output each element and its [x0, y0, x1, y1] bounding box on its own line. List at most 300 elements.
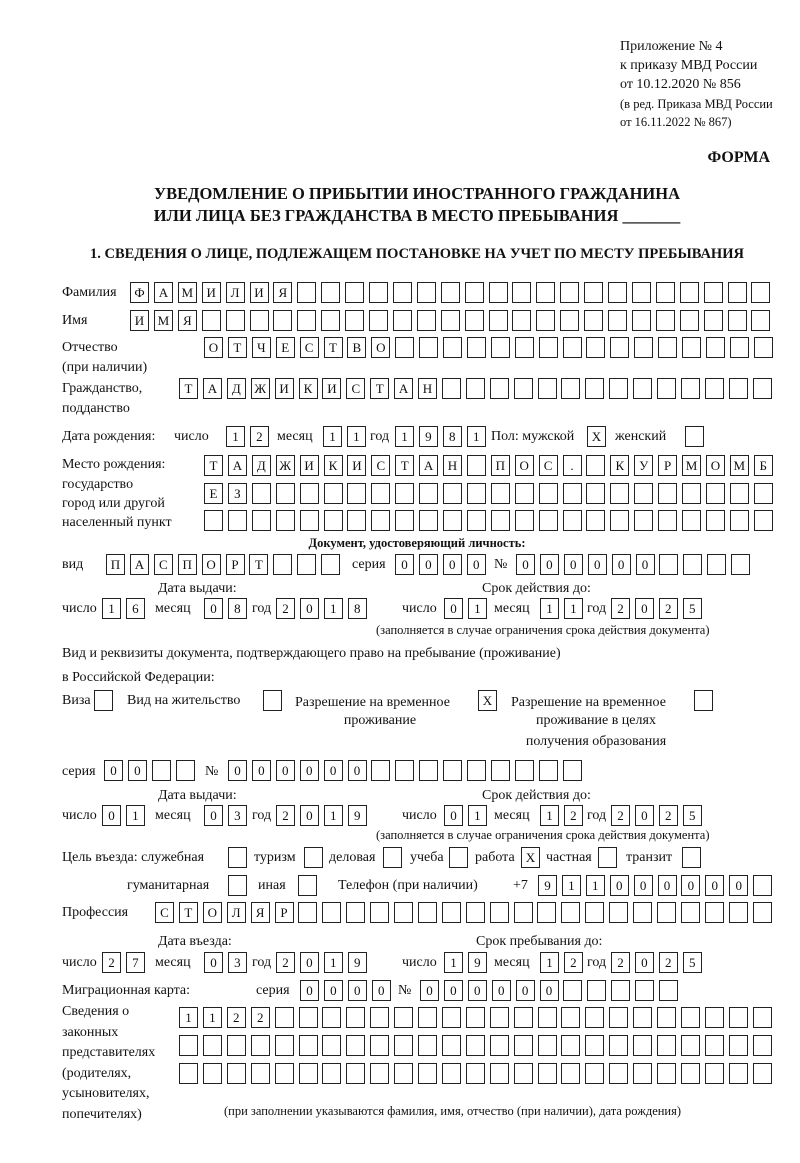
- name-cell[interactable]: [273, 310, 292, 331]
- stay-valid-month-cell[interactable]: 2: [564, 805, 583, 826]
- entry-year-cell[interactable]: 9: [348, 952, 367, 973]
- reps-1-cell[interactable]: [322, 1007, 341, 1028]
- reps-1-cell[interactable]: [657, 1007, 676, 1028]
- id-number-cell[interactable]: 0: [612, 554, 631, 575]
- surname-cell[interactable]: [345, 282, 364, 303]
- name-cell[interactable]: [297, 310, 316, 331]
- reps-2-cell[interactable]: [681, 1035, 700, 1056]
- stay-until-month-cell[interactable]: 2: [564, 952, 583, 973]
- name-cell[interactable]: [656, 310, 675, 331]
- name-cell[interactable]: [536, 310, 555, 331]
- reps-2-cell[interactable]: [275, 1035, 294, 1056]
- id-valid-month-cell[interactable]: 1: [564, 598, 583, 619]
- birthplace-2-cell[interactable]: [658, 483, 677, 504]
- reps-1-cell[interactable]: [514, 1007, 533, 1028]
- mig-number-cell[interactable]: [587, 980, 606, 1001]
- id-issue-month-cell[interactable]: 0: [204, 598, 223, 619]
- reps-2-cell[interactable]: [609, 1035, 628, 1056]
- name-cell[interactable]: [680, 310, 699, 331]
- reps-1-cell[interactable]: [609, 1007, 628, 1028]
- patronymic-cell[interactable]: [586, 337, 605, 358]
- birthplace-3-cell[interactable]: [491, 510, 510, 531]
- phone-cell[interactable]: 0: [634, 875, 653, 896]
- profession-cell[interactable]: [322, 902, 341, 923]
- patronymic-cell[interactable]: [443, 337, 462, 358]
- birthplace-1-cell[interactable]: К: [610, 455, 629, 476]
- patronymic-cell[interactable]: [539, 337, 558, 358]
- patronymic-cell[interactable]: [515, 337, 534, 358]
- reps-2-cell[interactable]: [370, 1035, 389, 1056]
- patronymic-cell[interactable]: [706, 337, 725, 358]
- birthplace-1-cell[interactable]: М: [730, 455, 749, 476]
- surname-cell[interactable]: [489, 282, 508, 303]
- birthplace-3-cell[interactable]: [610, 510, 629, 531]
- reps-1-cell[interactable]: [705, 1007, 724, 1028]
- reps-1-cell[interactable]: 1: [203, 1007, 222, 1028]
- patronymic-cell[interactable]: [634, 337, 653, 358]
- citizenship-cell[interactable]: [705, 378, 724, 399]
- reps-2-cell[interactable]: [538, 1035, 557, 1056]
- patronymic-cell[interactable]: В: [347, 337, 366, 358]
- patronymic-cell[interactable]: Ч: [252, 337, 271, 358]
- residence-permit-checkbox[interactable]: [263, 690, 282, 711]
- reps-1-cell[interactable]: [490, 1007, 509, 1028]
- reps-3-cell[interactable]: [490, 1063, 509, 1084]
- id-number-cell[interactable]: [731, 554, 750, 575]
- mig-number-cell[interactable]: 0: [492, 980, 511, 1001]
- reps-3-cell[interactable]: [657, 1063, 676, 1084]
- surname-cell[interactable]: [512, 282, 531, 303]
- profession-cell[interactable]: Т: [179, 902, 198, 923]
- birthplace-1-cell[interactable]: М: [682, 455, 701, 476]
- id-type-cell[interactable]: [321, 554, 340, 575]
- surname-cell[interactable]: [728, 282, 747, 303]
- mig-number-cell[interactable]: [611, 980, 630, 1001]
- entry-month-cell[interactable]: 0: [204, 952, 223, 973]
- citizenship-cell[interactable]: И: [275, 378, 294, 399]
- name-cell[interactable]: [345, 310, 364, 331]
- id-series-cell[interactable]: 0: [443, 554, 462, 575]
- id-issue-day-cell[interactable]: 6: [126, 598, 145, 619]
- reps-3-cell[interactable]: [538, 1063, 557, 1084]
- citizenship-cell[interactable]: [633, 378, 652, 399]
- surname-cell[interactable]: [297, 282, 316, 303]
- birthplace-1-cell[interactable]: А: [228, 455, 247, 476]
- stay-valid-year-cell[interactable]: 0: [635, 805, 654, 826]
- birthplace-2-cell[interactable]: [491, 483, 510, 504]
- id-series-cell[interactable]: 0: [395, 554, 414, 575]
- mig-series-cell[interactable]: 0: [324, 980, 343, 1001]
- name-cell[interactable]: [512, 310, 531, 331]
- profession-cell[interactable]: [657, 902, 676, 923]
- reps-2-cell[interactable]: [561, 1035, 580, 1056]
- citizenship-cell[interactable]: А: [394, 378, 413, 399]
- stay-number-cell[interactable]: [467, 760, 486, 781]
- reps-3-cell[interactable]: [466, 1063, 485, 1084]
- reps-3-cell[interactable]: [753, 1063, 772, 1084]
- citizenship-cell[interactable]: [538, 378, 557, 399]
- reps-3-cell[interactable]: [514, 1063, 533, 1084]
- reps-1-cell[interactable]: [418, 1007, 437, 1028]
- name-cell[interactable]: [393, 310, 412, 331]
- temp-residence-checkbox[interactable]: X: [478, 690, 497, 711]
- stay-number-cell[interactable]: [371, 760, 390, 781]
- citizenship-cell[interactable]: [753, 378, 772, 399]
- mig-number-cell[interactable]: 0: [516, 980, 535, 1001]
- surname-cell[interactable]: [465, 282, 484, 303]
- birthplace-3-cell[interactable]: [347, 510, 366, 531]
- reps-2-cell[interactable]: [514, 1035, 533, 1056]
- patronymic-cell[interactable]: [658, 337, 677, 358]
- profession-cell[interactable]: О: [203, 902, 222, 923]
- stay-number-cell[interactable]: [563, 760, 582, 781]
- id-valid-day-cell[interactable]: 1: [468, 598, 487, 619]
- citizenship-cell[interactable]: [490, 378, 509, 399]
- reps-3-cell[interactable]: [299, 1063, 318, 1084]
- reps-3-cell[interactable]: [346, 1063, 365, 1084]
- birthplace-3-cell[interactable]: [300, 510, 319, 531]
- citizenship-cell[interactable]: [585, 378, 604, 399]
- id-type-cell[interactable]: П: [178, 554, 197, 575]
- stay-issue-year-cell[interactable]: 1: [324, 805, 343, 826]
- stay-valid-year-cell[interactable]: 2: [611, 805, 630, 826]
- profession-cell[interactable]: [394, 902, 413, 923]
- name-cell[interactable]: [632, 310, 651, 331]
- id-type-cell[interactable]: [273, 554, 292, 575]
- birthplace-2-cell[interactable]: [586, 483, 605, 504]
- birthplace-3-cell[interactable]: [371, 510, 390, 531]
- profession-cell[interactable]: Р: [275, 902, 294, 923]
- citizenship-cell[interactable]: Н: [418, 378, 437, 399]
- reps-1-cell[interactable]: 2: [251, 1007, 270, 1028]
- birthplace-2-cell[interactable]: [300, 483, 319, 504]
- id-number-cell[interactable]: [707, 554, 726, 575]
- name-cell[interactable]: [489, 310, 508, 331]
- reps-2-cell[interactable]: [490, 1035, 509, 1056]
- surname-cell[interactable]: [441, 282, 460, 303]
- stay-issue-month-cell[interactable]: 0: [204, 805, 223, 826]
- reps-1-cell[interactable]: [633, 1007, 652, 1028]
- patronymic-cell[interactable]: [754, 337, 773, 358]
- stay-valid-day-cell[interactable]: 1: [468, 805, 487, 826]
- mig-series-cell[interactable]: 0: [348, 980, 367, 1001]
- stay-number-cell[interactable]: 0: [300, 760, 319, 781]
- id-issue-year-cell[interactable]: 1: [324, 598, 343, 619]
- reps-2-cell[interactable]: [466, 1035, 485, 1056]
- mig-number-cell[interactable]: 0: [420, 980, 439, 1001]
- reps-1-cell[interactable]: [466, 1007, 485, 1028]
- stay-number-cell[interactable]: 0: [252, 760, 271, 781]
- id-valid-year-cell[interactable]: 0: [635, 598, 654, 619]
- surname-cell[interactable]: [632, 282, 651, 303]
- purpose-other-checkbox[interactable]: [298, 875, 317, 896]
- profession-cell[interactable]: [681, 902, 700, 923]
- birthplace-3-cell[interactable]: [419, 510, 438, 531]
- birthplace-1-cell[interactable]: Ж: [276, 455, 295, 476]
- citizenship-cell[interactable]: [466, 378, 485, 399]
- reps-1-cell[interactable]: [346, 1007, 365, 1028]
- purpose-business-checkbox[interactable]: [383, 847, 402, 868]
- patronymic-cell[interactable]: [491, 337, 510, 358]
- birthplace-2-cell[interactable]: [706, 483, 725, 504]
- surname-cell[interactable]: [393, 282, 412, 303]
- birthplace-1-cell[interactable]: К: [324, 455, 343, 476]
- birthplace-2-cell[interactable]: [324, 483, 343, 504]
- id-number-cell[interactable]: 0: [564, 554, 583, 575]
- name-cell[interactable]: М: [154, 310, 173, 331]
- birthplace-3-cell[interactable]: [228, 510, 247, 531]
- surname-cell[interactable]: И: [250, 282, 269, 303]
- name-cell[interactable]: [584, 310, 603, 331]
- citizenship-cell[interactable]: Д: [227, 378, 246, 399]
- reps-2-cell[interactable]: [442, 1035, 461, 1056]
- phone-cell[interactable]: [753, 875, 772, 896]
- id-issue-month-cell[interactable]: 8: [228, 598, 247, 619]
- surname-cell[interactable]: Ф: [130, 282, 149, 303]
- reps-3-cell[interactable]: [203, 1063, 222, 1084]
- reps-3-cell[interactable]: [370, 1063, 389, 1084]
- id-valid-year-cell[interactable]: 5: [683, 598, 702, 619]
- profession-cell[interactable]: [490, 902, 509, 923]
- name-cell[interactable]: [751, 310, 770, 331]
- patronymic-cell[interactable]: О: [371, 337, 390, 358]
- citizenship-cell[interactable]: К: [299, 378, 318, 399]
- patronymic-cell[interactable]: [682, 337, 701, 358]
- stay-issue-year-cell[interactable]: 0: [300, 805, 319, 826]
- purpose-private-checkbox[interactable]: [598, 847, 617, 868]
- profession-cell[interactable]: [370, 902, 389, 923]
- reps-2-cell[interactable]: [585, 1035, 604, 1056]
- entry-day-cell[interactable]: 2: [102, 952, 121, 973]
- id-type-cell[interactable]: С: [154, 554, 173, 575]
- profession-cell[interactable]: С: [155, 902, 174, 923]
- name-cell[interactable]: [560, 310, 579, 331]
- reps-1-cell[interactable]: [561, 1007, 580, 1028]
- birthplace-2-cell[interactable]: [730, 483, 749, 504]
- birthplace-1-cell[interactable]: .: [563, 455, 582, 476]
- birthplace-1-cell[interactable]: А: [419, 455, 438, 476]
- reps-3-cell[interactable]: [561, 1063, 580, 1084]
- stay-valid-year-cell[interactable]: 2: [659, 805, 678, 826]
- birthplace-2-cell[interactable]: [563, 483, 582, 504]
- birthplace-3-cell[interactable]: [706, 510, 725, 531]
- stay-series-cell[interactable]: [152, 760, 171, 781]
- citizenship-cell[interactable]: А: [203, 378, 222, 399]
- name-cell[interactable]: Я: [178, 310, 197, 331]
- dob-year-cell[interactable]: 1: [395, 426, 414, 447]
- id-number-cell[interactable]: 0: [540, 554, 559, 575]
- profession-cell[interactable]: [418, 902, 437, 923]
- birthplace-1-cell[interactable]: О: [706, 455, 725, 476]
- phone-cell[interactable]: 0: [610, 875, 629, 896]
- id-number-cell[interactable]: 0: [636, 554, 655, 575]
- mig-series-cell[interactable]: 0: [300, 980, 319, 1001]
- patronymic-cell[interactable]: [730, 337, 749, 358]
- citizenship-cell[interactable]: Т: [179, 378, 198, 399]
- reps-3-cell[interactable]: [418, 1063, 437, 1084]
- surname-cell[interactable]: [680, 282, 699, 303]
- sex-female-checkbox[interactable]: [685, 426, 704, 447]
- birthplace-3-cell[interactable]: [515, 510, 534, 531]
- birthplace-2-cell[interactable]: [419, 483, 438, 504]
- stay-until-year-cell[interactable]: 5: [683, 952, 702, 973]
- phone-cell[interactable]: 1: [586, 875, 605, 896]
- purpose-work-checkbox[interactable]: X: [521, 847, 540, 868]
- phone-cell[interactable]: 0: [705, 875, 724, 896]
- profession-cell[interactable]: [585, 902, 604, 923]
- stay-valid-month-cell[interactable]: 1: [540, 805, 559, 826]
- dob-year-cell[interactable]: 8: [443, 426, 462, 447]
- reps-3-cell[interactable]: [729, 1063, 748, 1084]
- reps-1-cell[interactable]: [370, 1007, 389, 1028]
- id-number-cell[interactable]: [683, 554, 702, 575]
- id-valid-year-cell[interactable]: 2: [659, 598, 678, 619]
- entry-year-cell[interactable]: 1: [324, 952, 343, 973]
- stay-until-day-cell[interactable]: 9: [468, 952, 487, 973]
- reps-1-cell[interactable]: [538, 1007, 557, 1028]
- id-issue-day-cell[interactable]: 1: [102, 598, 121, 619]
- stay-number-cell[interactable]: [443, 760, 462, 781]
- sex-male-checkbox[interactable]: X: [587, 426, 606, 447]
- stay-number-cell[interactable]: [419, 760, 438, 781]
- reps-1-cell[interactable]: [753, 1007, 772, 1028]
- purpose-humanitarian-checkbox[interactable]: [228, 875, 247, 896]
- patronymic-cell[interactable]: Т: [228, 337, 247, 358]
- citizenship-cell[interactable]: [514, 378, 533, 399]
- reps-3-cell[interactable]: [442, 1063, 461, 1084]
- stay-until-year-cell[interactable]: 2: [659, 952, 678, 973]
- mig-series-cell[interactable]: 0: [372, 980, 391, 1001]
- patronymic-cell[interactable]: [467, 337, 486, 358]
- reps-2-cell[interactable]: [299, 1035, 318, 1056]
- name-cell[interactable]: [728, 310, 747, 331]
- birthplace-1-cell[interactable]: Н: [443, 455, 462, 476]
- birthplace-1-cell[interactable]: П: [491, 455, 510, 476]
- birthplace-2-cell[interactable]: [371, 483, 390, 504]
- reps-2-cell[interactable]: [251, 1035, 270, 1056]
- stay-until-year-cell[interactable]: 0: [635, 952, 654, 973]
- reps-2-cell[interactable]: [705, 1035, 724, 1056]
- entry-month-cell[interactable]: 3: [228, 952, 247, 973]
- surname-cell[interactable]: [751, 282, 770, 303]
- reps-3-cell[interactable]: [275, 1063, 294, 1084]
- birthplace-2-cell[interactable]: [443, 483, 462, 504]
- stay-number-cell[interactable]: 0: [324, 760, 343, 781]
- stay-number-cell[interactable]: 0: [228, 760, 247, 781]
- reps-2-cell[interactable]: [418, 1035, 437, 1056]
- id-issue-year-cell[interactable]: 0: [300, 598, 319, 619]
- birthplace-3-cell[interactable]: [467, 510, 486, 531]
- birthplace-1-cell[interactable]: Б: [754, 455, 773, 476]
- profession-cell[interactable]: [705, 902, 724, 923]
- dob-month-cell[interactable]: 1: [323, 426, 342, 447]
- reps-3-cell[interactable]: [609, 1063, 628, 1084]
- citizenship-cell[interactable]: [442, 378, 461, 399]
- stay-issue-day-cell[interactable]: 0: [102, 805, 121, 826]
- reps-1-cell[interactable]: [299, 1007, 318, 1028]
- stay-valid-day-cell[interactable]: 0: [444, 805, 463, 826]
- mig-number-cell[interactable]: 0: [468, 980, 487, 1001]
- reps-2-cell[interactable]: [633, 1035, 652, 1056]
- reps-1-cell[interactable]: [394, 1007, 413, 1028]
- patronymic-cell[interactable]: [395, 337, 414, 358]
- stay-issue-day-cell[interactable]: 1: [126, 805, 145, 826]
- reps-2-cell[interactable]: [227, 1035, 246, 1056]
- reps-3-cell[interactable]: [394, 1063, 413, 1084]
- id-series-cell[interactable]: 0: [419, 554, 438, 575]
- stay-until-day-cell[interactable]: 1: [444, 952, 463, 973]
- name-cell[interactable]: [369, 310, 388, 331]
- reps-3-cell[interactable]: [179, 1063, 198, 1084]
- dob-month-cell[interactable]: 1: [347, 426, 366, 447]
- name-cell[interactable]: [226, 310, 245, 331]
- name-cell[interactable]: [704, 310, 723, 331]
- patronymic-cell[interactable]: Е: [276, 337, 295, 358]
- stay-number-cell[interactable]: 0: [348, 760, 367, 781]
- citizenship-cell[interactable]: [681, 378, 700, 399]
- reps-3-cell[interactable]: [585, 1063, 604, 1084]
- reps-2-cell[interactable]: [657, 1035, 676, 1056]
- patronymic-cell[interactable]: О: [204, 337, 223, 358]
- birthplace-1-cell[interactable]: У: [634, 455, 653, 476]
- entry-year-cell[interactable]: 0: [300, 952, 319, 973]
- stay-issue-month-cell[interactable]: 3: [228, 805, 247, 826]
- reps-1-cell[interactable]: [275, 1007, 294, 1028]
- patronymic-cell[interactable]: [419, 337, 438, 358]
- name-cell[interactable]: [441, 310, 460, 331]
- reps-2-cell[interactable]: [394, 1035, 413, 1056]
- profession-cell[interactable]: [609, 902, 628, 923]
- surname-cell[interactable]: [704, 282, 723, 303]
- surname-cell[interactable]: [321, 282, 340, 303]
- profession-cell[interactable]: [561, 902, 580, 923]
- birthplace-1-cell[interactable]: И: [300, 455, 319, 476]
- citizenship-cell[interactable]: С: [346, 378, 365, 399]
- mig-number-cell[interactable]: 0: [540, 980, 559, 1001]
- profession-cell[interactable]: [537, 902, 556, 923]
- id-valid-year-cell[interactable]: 2: [611, 598, 630, 619]
- birthplace-1-cell[interactable]: О: [515, 455, 534, 476]
- mig-number-cell[interactable]: [635, 980, 654, 1001]
- dob-year-cell[interactable]: 1: [467, 426, 486, 447]
- reps-1-cell[interactable]: [442, 1007, 461, 1028]
- patronymic-cell[interactable]: [610, 337, 629, 358]
- birthplace-2-cell[interactable]: [467, 483, 486, 504]
- purpose-official-checkbox[interactable]: [228, 847, 247, 868]
- dob-year-cell[interactable]: 9: [419, 426, 438, 447]
- birthplace-3-cell[interactable]: [539, 510, 558, 531]
- reps-2-cell[interactable]: [753, 1035, 772, 1056]
- birthplace-1-cell[interactable]: [467, 455, 486, 476]
- reps-3-cell[interactable]: [322, 1063, 341, 1084]
- phone-cell[interactable]: 1: [562, 875, 581, 896]
- surname-cell[interactable]: [536, 282, 555, 303]
- id-type-cell[interactable]: П: [106, 554, 125, 575]
- patronymic-cell[interactable]: Т: [324, 337, 343, 358]
- citizenship-cell[interactable]: [609, 378, 628, 399]
- profession-cell[interactable]: [466, 902, 485, 923]
- name-cell[interactable]: [608, 310, 627, 331]
- birthplace-2-cell[interactable]: [395, 483, 414, 504]
- reps-1-cell[interactable]: 2: [227, 1007, 246, 1028]
- surname-cell[interactable]: [560, 282, 579, 303]
- id-issue-year-cell[interactable]: 2: [276, 598, 295, 619]
- stay-until-year-cell[interactable]: 2: [611, 952, 630, 973]
- reps-2-cell[interactable]: [346, 1035, 365, 1056]
- purpose-tourism-checkbox[interactable]: [304, 847, 323, 868]
- id-type-cell[interactable]: [297, 554, 316, 575]
- profession-cell[interactable]: [298, 902, 317, 923]
